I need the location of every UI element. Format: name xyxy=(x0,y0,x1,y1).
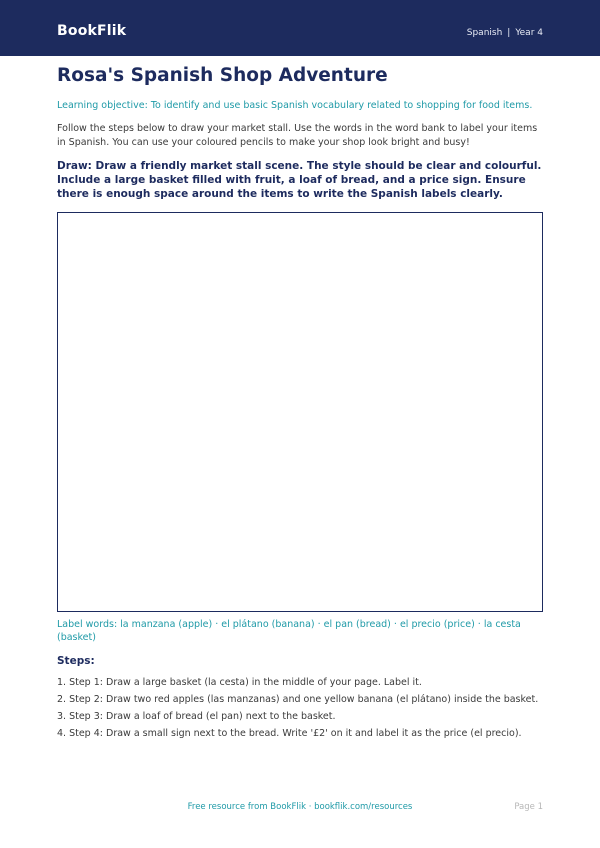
draw-instruction: Draw: Draw a friendly market stall scene. The style should be clear and colourful. Include a large basket filled with fruit, a loaf of bread, and a price sign. Ensure there is enough space around the items to write the Spanish labels clearly. xyxy=(57,160,542,200)
learning-objective: Learning objective: To identify and use basic Spanish vocabulary related to shopping for food items. xyxy=(57,100,533,111)
step-item: 2. Step 2: Draw two red apples (las manzanas) and one yellow banana (el plátano) inside the basket. xyxy=(57,694,539,705)
footer-resource-link[interactable]: Free resource from BookFlik · bookflik.com/resources xyxy=(187,802,413,812)
label-words: Label words: la manzana (apple) · el plátano (banana) · el pan (bread) · el precio (price) · la cesta (basket) xyxy=(57,619,521,643)
subject-year-label xyxy=(467,28,543,38)
steps-heading: Steps: xyxy=(57,655,95,667)
page-header xyxy=(0,0,600,56)
step-item: 1. Step 1: Draw a large basket (la cesta) in the middle of your page. Label it. xyxy=(57,677,422,688)
intro-text: Follow the steps below to draw your market stall. Use the words in the word bank to label your items in Spanish. You can use your coloured pencils to make your shop look bright and busy! xyxy=(57,123,538,148)
step-item: 4. Step 4: Draw a small sign next to the bread. Write '£2' on it and label it as the price (el precio). xyxy=(57,728,522,739)
steps-list xyxy=(57,674,543,742)
subject-label: Spanish xyxy=(466,28,503,38)
worksheet-content xyxy=(57,64,543,742)
page-title: Rosa's Spanish Shop Adventure xyxy=(57,65,388,86)
year-label: Year 4 xyxy=(515,28,543,38)
page-number: Page 1 xyxy=(514,802,543,812)
meta-separator: | xyxy=(507,28,511,38)
step-item: 3. Step 3: Draw a loaf of bread (el pan) next to the basket. xyxy=(57,711,336,722)
brand-logo[interactable]: BookFlik xyxy=(57,23,127,39)
drawing-area[interactable] xyxy=(57,212,543,612)
